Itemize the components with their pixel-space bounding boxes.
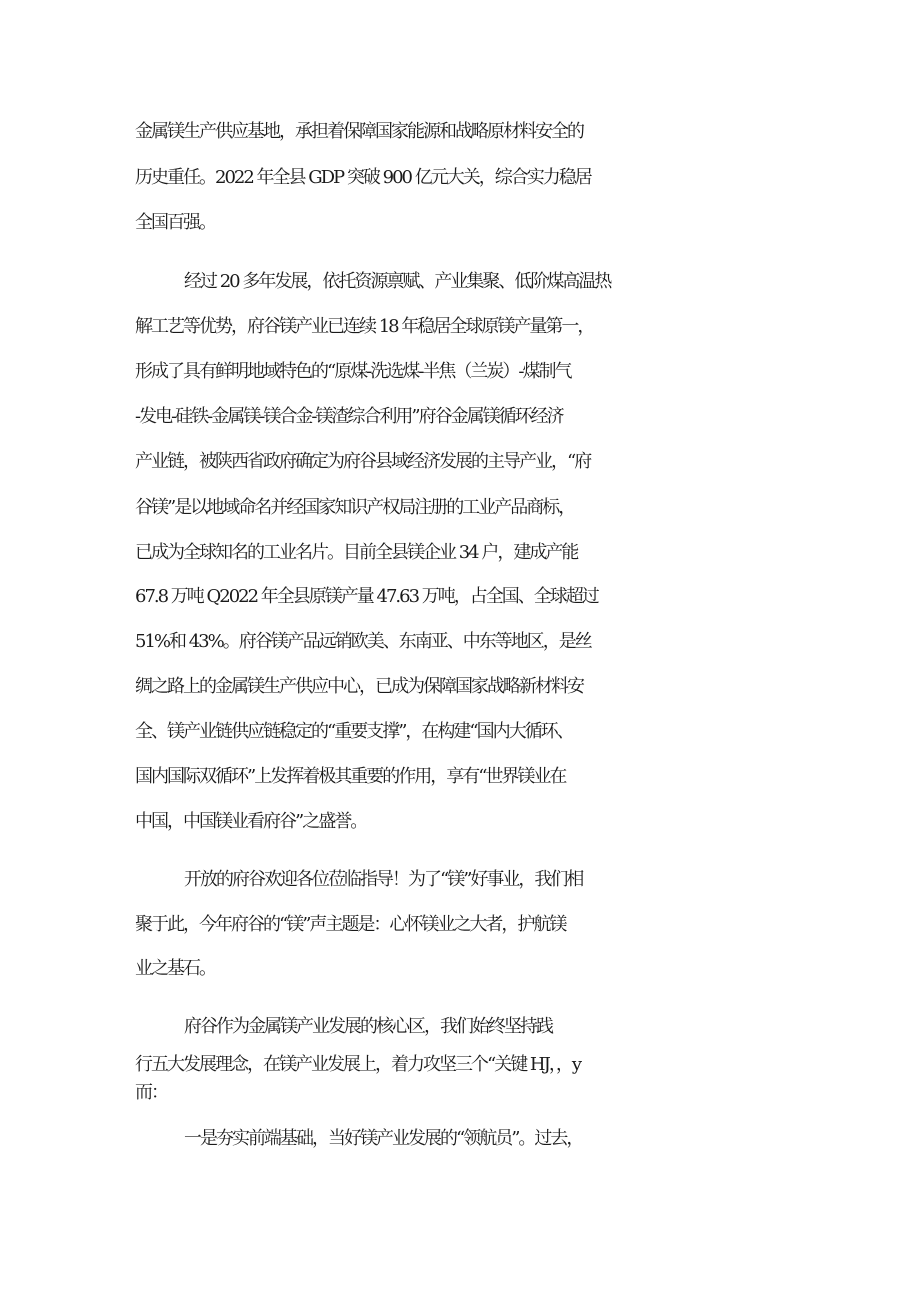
paragraph-4-line-2: 行五大发展理念，在镁产业发展上，着力攻坚三个“关键 HJ，，y [135,1054,581,1075]
paragraph-1-line-3: 全国百强。 [135,212,215,233]
paragraph-2-line-10: 绸之路上的金属镁生产供应中心，已成为保障国家战略新材料安 [135,676,583,697]
paragraph-2-line-5: 产业链，被陕西省政府确定为府谷县域经济发展的主导产业，“府 [135,451,591,472]
paragraph-2-line-11: 全、镁产业链供应链稳定的“重要支撑”，在构建“国内大循环、 [135,721,573,742]
paragraph-1-line-2: 历史重任。2022 年全县 GDP 突破 900 亿元大关，综合实力稳居 [135,167,591,188]
paragraph-1-line-1: 金属镁生产供应基地，承担着保障国家能源和战略原材料安全的 [135,121,583,142]
paragraph-3-line-2: 聚于此，今年府谷的“镁”声主题是：心怀镁业之大者，护航镁 [135,914,566,935]
paragraph-2-line-6: 谷镁”是以地域命名并经国家知识产权局注册的工业产品商标， [135,497,575,518]
paragraph-2-line-8: 67.8 万吨 Q2022 年全县原镁产量 47.63 万吨，占全国、全球超过 [135,586,598,607]
paragraph-2-line-9: 51%和 43%。府谷镁产品远销欧美、东南亚、中东等地区，是丝 [135,631,591,652]
paragraph-2-line-1: 经过 20 多年发展，依托资源禀赋、产业集聚、低阶煤高温热 [184,271,611,292]
paragraph-2-line-13: 中国，中国镁业看府谷”之盛誉。 [135,811,367,832]
paragraph-3-line-3: 业之基石。 [135,958,215,979]
paragraph-5-line-1: 一是夯实前端基础，当好镁产业发展的“领航员”。过去， [184,1128,583,1149]
paragraph-2-line-7: 已成为全球知名的工业名片。目前全县镁企业 34 户，建成产能 [135,542,578,563]
paragraph-4-line-3: 而： [135,1082,167,1103]
paragraph-2-line-2: 解工艺等优势，府谷镁产业已连续 18 年稳居全球原镁产量第一， [135,316,594,337]
paragraph-2-line-12: 国内国际双循环”上发挥着极其重要的作用，享有“世界镁业在 [135,766,566,787]
paragraph-2-line-3: 形成了具有鲜明地域特色的“原煤-洗选煤-半焦（兰炭）-煤制气 [135,361,571,382]
paragraph-4-line-1: 府谷作为金属镁产业发展的核心区，我们始终坚持践 [184,1016,552,1037]
paragraph-2-line-4: -发电-硅铁-金属镁-镁合金-镁渣综合利用”府谷金属镁循环经济 [135,406,563,427]
paragraph-3-line-1: 开放的府谷欢迎各位莅临指导！为了“镁”好事业，我们相 [184,869,583,890]
